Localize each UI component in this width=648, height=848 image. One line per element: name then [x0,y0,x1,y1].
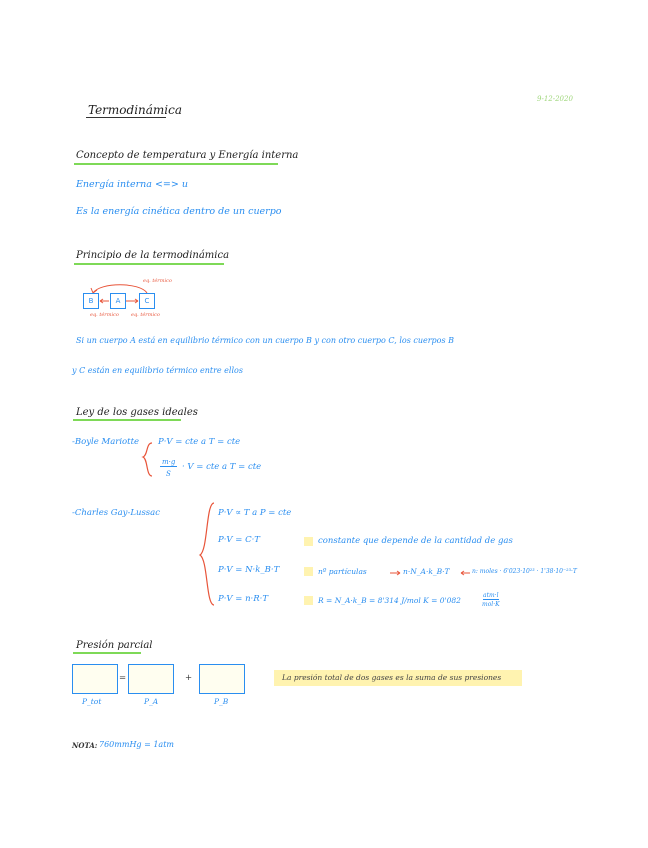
note-text: 760mmHg = 1atm [99,740,174,749]
boyle-equation-1: P·V = cte a T = cte [158,437,241,447]
highlight-marker [304,537,313,546]
system-box-a: A [110,293,126,309]
gas-container-a [128,664,174,694]
plus-sign: + [185,673,193,683]
zeroth-law-line-1: Si un cuerpo A está en equilibrio térmico con un cuerpo B y con otro cuerpo C, los cuerpos B [76,336,454,345]
right-arrow-label: eq. térmico [131,312,160,318]
boyle-equation-2: · V = cte a T = cte [182,462,262,472]
section-heading-partial-pressure: Presión parcial [76,640,153,651]
highlight-marker [304,567,313,576]
boyle-mariotte-label: -Boyle Mariotte [72,437,140,447]
charles-equation-3: P·V = N·k_B·T [218,565,280,575]
kinetic-energy-line: Es la energía cinética dentro de un cuerpo [76,206,282,217]
charles-gay-lussac-label: -Charles Gay-Lussac [72,508,160,518]
partial-pressure-statement: La presión total de dos gases es la suma de sus presiones [282,673,502,682]
left-arrow-label: eq. térmico [90,312,119,318]
gas-container-b [199,664,245,694]
page-title: Termodinámica [88,103,183,117]
moles-formula: n: moles · 6'023·10²³ · 1'38·10⁻²³·T [472,568,577,575]
gas-constant-unit-denominator: mol·K [482,601,500,608]
section-heading-principle: Principio de la termodinámica [76,250,230,261]
heading-underline [73,652,141,654]
particles-formula: n·N_A·k_B·T [403,567,450,576]
particles-note: nº partículas [318,567,367,576]
date-label: 9-12-2020 [537,95,573,103]
zeroth-law-line-2: y C están en equilibrio térmico entre ellos [72,366,243,375]
top-arrow-label: eq. térmico [143,278,172,284]
charles-equation-4: P·V = n·R·T [218,594,269,604]
equals-sign: = [119,673,127,683]
gas-constant-unit-numerator: atm·l [483,592,499,599]
section-heading-gas-laws: Ley de los gases ideales [76,407,198,418]
gas-container-total [72,664,118,694]
system-box-b: B [83,293,99,309]
pressure-a-label: P_A [144,697,159,706]
gas-constant-note: R = N_A·k_B = 8'314 J/mol K = 0'082 [318,596,461,605]
boyle-fraction-numerator: m·g [162,458,176,466]
heading-underline [73,419,181,421]
note-label: NOTA: [72,741,98,750]
pressure-b-label: P_B [214,697,229,706]
internal-energy-line: Energía interna <=> u [76,179,188,190]
charles-equation-2: P·V = C·T [218,535,260,545]
section-heading-temperature: Concepto de temperatura y Energía interna [76,150,299,161]
highlight-marker [304,596,313,605]
charles-equation-1: P·V ∝ T a P = cte [218,508,292,518]
system-box-c: C [139,293,155,309]
total-pressure-label: P_tot [82,697,102,706]
boyle-fraction-denominator: S [166,470,171,478]
constant-note: constante que depende de la cantidad de gas [318,536,513,546]
